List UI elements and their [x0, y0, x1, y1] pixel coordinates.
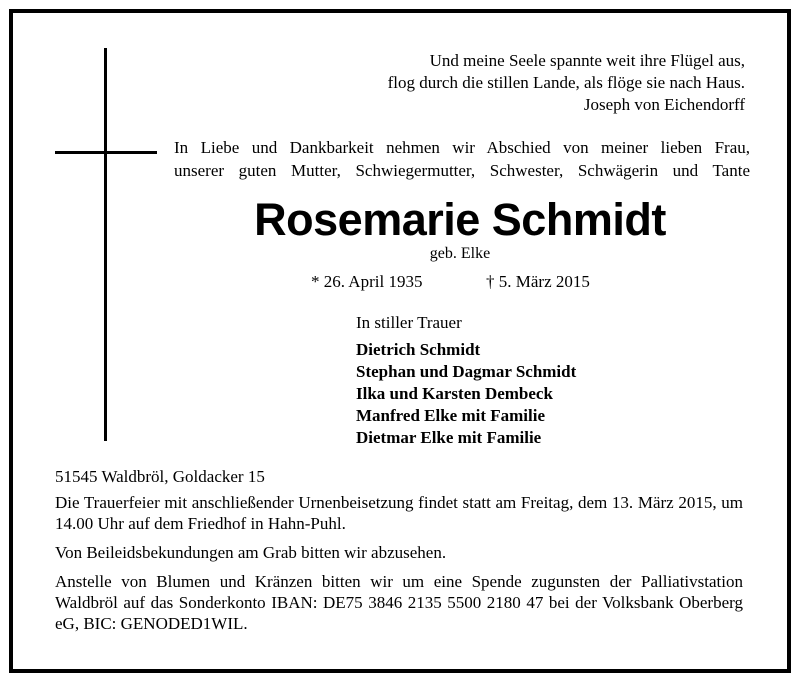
condolence-note: Von Beileidsbekundungen am Grab bitten wir abzusehen. — [55, 543, 447, 562]
list-item: Dietrich Schmidt — [356, 340, 481, 359]
mourners-list — [356, 339, 576, 449]
intro-text — [174, 136, 750, 182]
intro-line: unserer guten Mutter, Schwiegermutter, Schwester, Schwägerin und Tante — [174, 161, 750, 180]
deceased-name: Rosemarie Schmidt — [254, 194, 666, 245]
funeral-info: Die Trauerfeier mit anschließender Urnenbeisetzung findet statt am Freitag, dem 13. März 2015, um 14.00 Uhr auf dem Friedhof in Hahn-Puhl. — [55, 493, 743, 533]
intro-line: In Liebe und Dankbarkeit nehmen wir Abschied von meiner lieben Frau, — [174, 138, 750, 157]
donation-note: Anstelle von Blumen und Kränzen bitten wir um eine Spende zugunsten der Palliativstation Waldbröl auf das Sonderkonto IBAN: DE75 3846 2135 5500 2180 47 bei der Volksbank Oberberg eG, BIC: GENODED1WIL. — [55, 572, 743, 633]
poem-line: flog durch die stillen Lande, als flöge sie nach Haus. — [387, 73, 745, 92]
poem-author: Joseph von Eichendorff — [583, 95, 745, 114]
list-item: Dietmar Elke mit Familie — [356, 428, 542, 447]
birth-date: * 26. April 1935 — [311, 272, 423, 291]
death-date: † 5. März 2015 — [486, 272, 590, 291]
list-item: Ilka und Karsten Dembeck — [356, 384, 553, 403]
list-item: Stephan und Dagmar Schmidt — [356, 362, 577, 381]
list-item: Manfred Elke mit Familie — [356, 406, 546, 425]
poem-line: Und meine Seele spannte weit ihre Flügel aus, — [429, 51, 745, 70]
birth-name: geb. Elke — [429, 245, 491, 262]
mourning-heading: In stiller Trauer — [356, 313, 462, 332]
cross-icon-horizontal — [55, 151, 157, 154]
poem-quote — [285, 50, 745, 116]
address: 51545 Waldbröl, Goldacker 15 — [55, 467, 265, 486]
